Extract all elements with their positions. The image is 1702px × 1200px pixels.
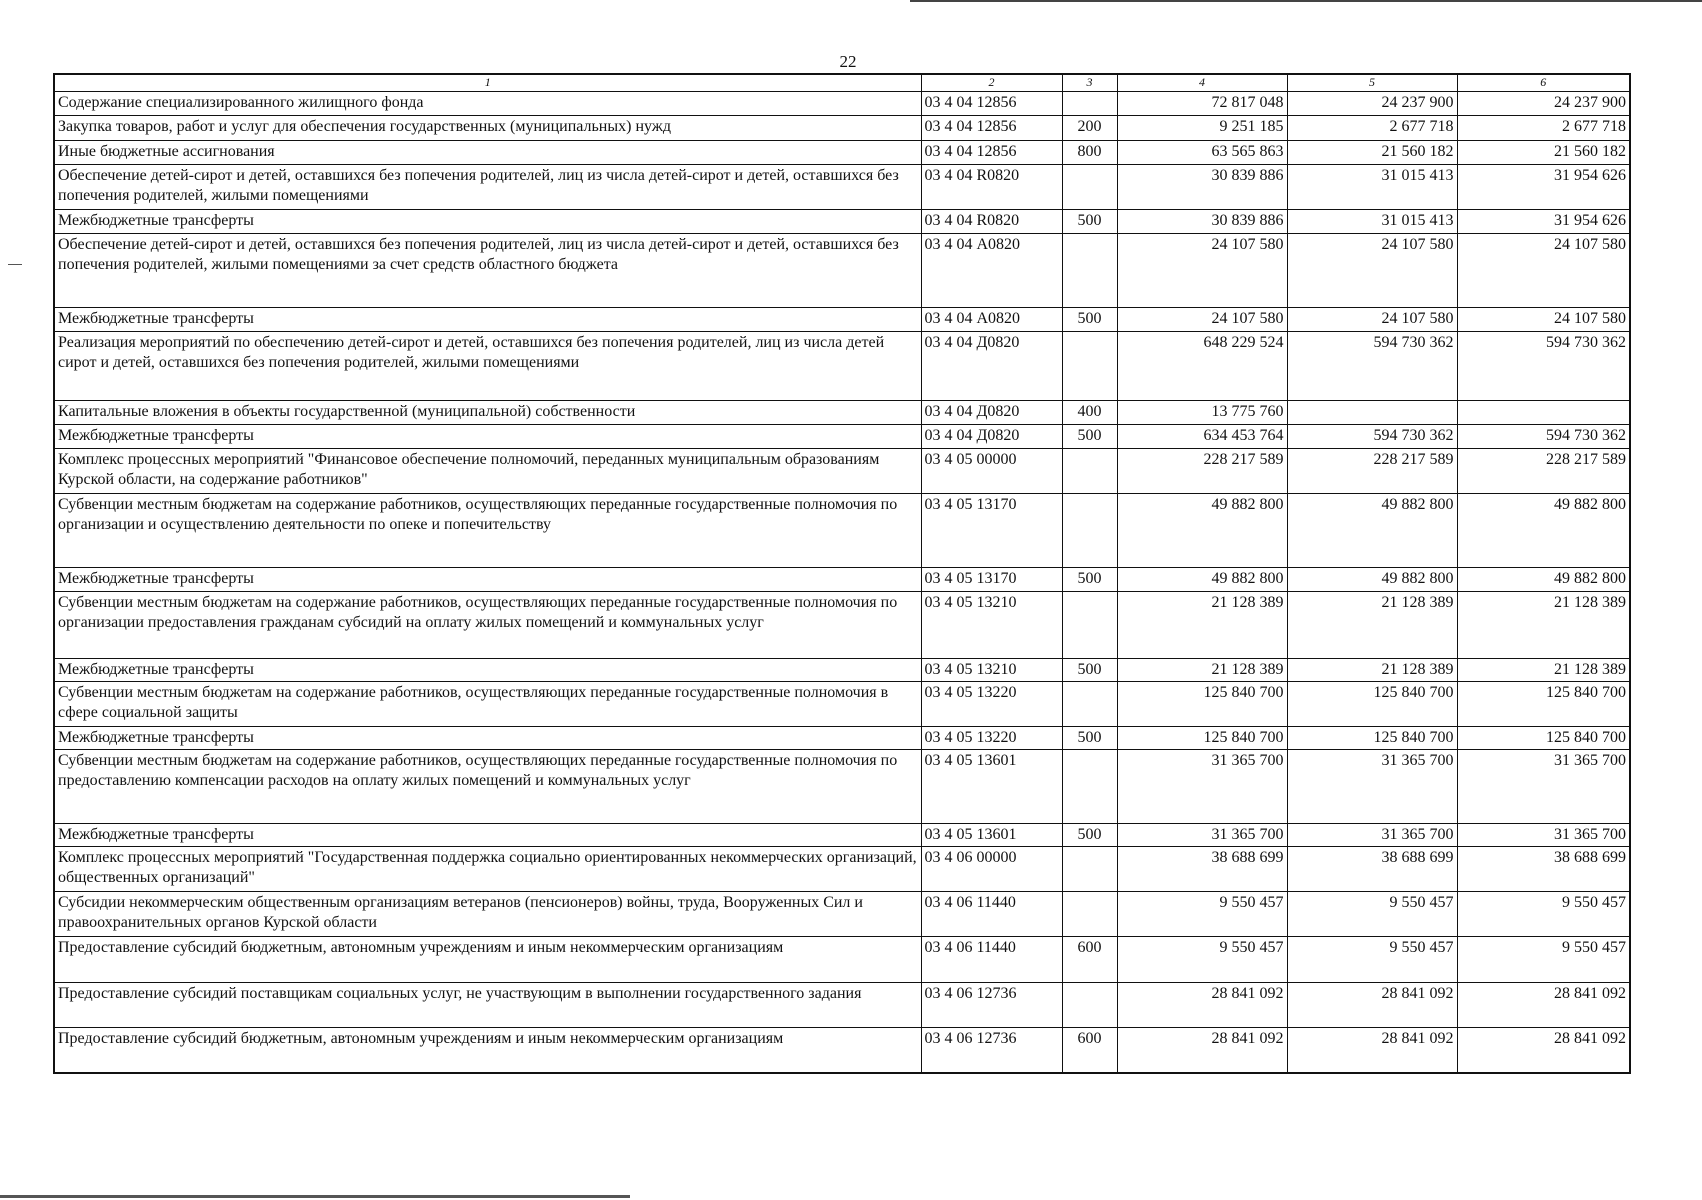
row-amount-year3: 24 237 900	[1457, 92, 1630, 116]
table-row	[54, 847, 1630, 892]
row-amount-year3: 31 365 700	[1457, 824, 1630, 847]
row-expense-type	[1062, 92, 1117, 116]
row-name: Субсидии некоммерческим общественным организациям ветеранов (пенсионеров) войны, труда, Вооруженных Сил и правоохранительных органов Курской области	[54, 892, 921, 937]
row-expense-type	[1062, 847, 1117, 892]
row-amount-year3	[1457, 401, 1630, 425]
row-code: 03 4 05 13220	[921, 727, 1062, 750]
row-amount-year2: 21 128 389	[1287, 659, 1457, 682]
row-amount-year3: 38 688 699	[1457, 847, 1630, 892]
row-code: 03 4 04 Д0820	[921, 425, 1062, 449]
row-amount-year1: 13 775 760	[1117, 401, 1287, 425]
row-amount-year1: 9 550 457	[1117, 937, 1287, 983]
row-name: Капитальные вложения в объекты государственной (муниципальной) собственности	[54, 401, 921, 425]
row-amount-year3: 49 882 800	[1457, 568, 1630, 592]
row-amount-year1: 49 882 800	[1117, 494, 1287, 568]
table-row	[54, 401, 1630, 425]
row-code: 03 4 04 R0820	[921, 165, 1062, 210]
row-name: Предоставление субсидий поставщикам социальных услуг, не участвующим в выполнении государственного задания	[54, 983, 921, 1028]
row-amount-year2: 49 882 800	[1287, 568, 1457, 592]
row-amount-year3: 31 954 626	[1457, 210, 1630, 234]
row-amount-year2: 21 128 389	[1287, 592, 1457, 659]
table-row	[54, 824, 1630, 847]
table-row	[54, 425, 1630, 449]
row-name: Межбюджетные трансферты	[54, 425, 921, 449]
row-expense-type	[1062, 750, 1117, 824]
row-amount-year2: 9 550 457	[1287, 892, 1457, 937]
row-amount-year1: 648 229 524	[1117, 332, 1287, 401]
row-amount-year3: 28 841 092	[1457, 983, 1630, 1028]
row-amount-year3: 9 550 457	[1457, 892, 1630, 937]
row-code: 03 4 05 13220	[921, 682, 1062, 727]
row-expense-type	[1062, 332, 1117, 401]
row-amount-year1: 228 217 589	[1117, 449, 1287, 494]
row-name: Субвенции местным бюджетам на содержание работников, осуществляющих переданные государственные полномочия по предоставлению компенсации расходов на оплату жилых помещений и коммунальных услуг	[54, 750, 921, 824]
row-code: 03 4 06 00000	[921, 847, 1062, 892]
row-name: Межбюджетные трансферты	[54, 727, 921, 750]
row-code: 03 4 06 11440	[921, 937, 1062, 983]
row-name: Субвенции местным бюджетам на содержание работников, осуществляющих переданные государственные полномочия в сфере социальной защиты	[54, 682, 921, 727]
row-expense-type	[1062, 592, 1117, 659]
row-code: 03 4 05 00000	[921, 449, 1062, 494]
row-name: Комплекс процессных мероприятий "Государственная поддержка социально ориентированных некоммерческих организаций, общественных организаций"	[54, 847, 921, 892]
table-row	[54, 116, 1630, 141]
budget-table	[53, 73, 1631, 1074]
row-expense-type	[1062, 983, 1117, 1028]
row-expense-type: 500	[1062, 425, 1117, 449]
row-amount-year3: 24 107 580	[1457, 308, 1630, 332]
row-amount-year2: 125 840 700	[1287, 682, 1457, 727]
row-name: Межбюджетные трансферты	[54, 659, 921, 682]
row-code: 03 4 06 12736	[921, 983, 1062, 1028]
row-expense-type: 500	[1062, 727, 1117, 750]
row-amount-year1: 9 251 185	[1117, 116, 1287, 141]
table-row	[54, 750, 1630, 824]
row-expense-type: 500	[1062, 824, 1117, 847]
row-amount-year1: 24 107 580	[1117, 234, 1287, 308]
row-expense-type	[1062, 234, 1117, 308]
row-amount-year2: 594 730 362	[1287, 332, 1457, 401]
row-name: Межбюджетные трансферты	[54, 568, 921, 592]
row-amount-year3: 28 841 092	[1457, 1028, 1630, 1073]
row-code: 03 4 05 13601	[921, 750, 1062, 824]
row-amount-year2: 21 560 182	[1287, 141, 1457, 165]
row-name: Межбюджетные трансферты	[54, 824, 921, 847]
row-amount-year2: 28 841 092	[1287, 983, 1457, 1028]
table-row	[54, 234, 1630, 308]
row-expense-type: 500	[1062, 308, 1117, 332]
row-expense-type	[1062, 892, 1117, 937]
row-name: Содержание специализированного жилищного фонда	[54, 92, 921, 116]
row-amount-year1: 24 107 580	[1117, 308, 1287, 332]
row-name: Межбюджетные трансферты	[54, 210, 921, 234]
row-expense-type	[1062, 165, 1117, 210]
table-row	[54, 494, 1630, 568]
row-name: Иные бюджетные ассигнования	[54, 141, 921, 165]
row-expense-type: 500	[1062, 659, 1117, 682]
row-expense-type: 600	[1062, 937, 1117, 983]
table-row	[54, 332, 1630, 401]
scan-edge-top	[910, 0, 1702, 2]
table-row	[54, 937, 1630, 983]
row-code: 03 4 06 11440	[921, 892, 1062, 937]
row-amount-year3: 24 107 580	[1457, 234, 1630, 308]
row-amount-year3: 21 128 389	[1457, 659, 1630, 682]
row-code: 03 4 04 А0820	[921, 308, 1062, 332]
row-amount-year2: 49 882 800	[1287, 494, 1457, 568]
row-amount-year1: 63 565 863	[1117, 141, 1287, 165]
table-row	[54, 165, 1630, 210]
row-amount-year2: 24 107 580	[1287, 308, 1457, 332]
row-name: Обеспечение детей-сирот и детей, оставшихся без попечения родителей, лиц из числа детей-сирот и детей, оставшихся без попечения родителей, жилыми помещениями за счет средств областного бюджета	[54, 234, 921, 308]
row-code: 03 4 04 Д0820	[921, 332, 1062, 401]
row-amount-year3: 228 217 589	[1457, 449, 1630, 494]
row-expense-type: 200	[1062, 116, 1117, 141]
row-amount-year1: 31 365 700	[1117, 824, 1287, 847]
table-row	[54, 568, 1630, 592]
table-row	[54, 210, 1630, 234]
row-amount-year2: 24 237 900	[1287, 92, 1457, 116]
row-amount-year3: 125 840 700	[1457, 727, 1630, 750]
row-code: 03 4 04 12856	[921, 92, 1062, 116]
row-amount-year2: 31 015 413	[1287, 210, 1457, 234]
table-row	[54, 682, 1630, 727]
row-code: 03 4 05 13601	[921, 824, 1062, 847]
table-row	[54, 659, 1630, 682]
row-amount-year2: 31 365 700	[1287, 750, 1457, 824]
row-amount-year3: 9 550 457	[1457, 937, 1630, 983]
row-name: Субвенции местным бюджетам на содержание работников, осуществляющих переданные государственные полномочия по организации и осуществлению деятельности по опеке и попечительству	[54, 494, 921, 568]
row-amount-year1: 30 839 886	[1117, 210, 1287, 234]
row-expense-type	[1062, 682, 1117, 727]
column-header-6: 6	[1457, 74, 1630, 92]
table-header-row	[54, 74, 1630, 92]
row-expense-type: 500	[1062, 568, 1117, 592]
table-row	[54, 1028, 1630, 1073]
row-code: 03 4 04 12856	[921, 116, 1062, 141]
row-amount-year3: 594 730 362	[1457, 332, 1630, 401]
row-amount-year3: 21 128 389	[1457, 592, 1630, 659]
row-expense-type: 500	[1062, 210, 1117, 234]
page-number: 22	[839, 52, 857, 71]
table-row	[54, 983, 1630, 1028]
row-code: 03 4 06 12736	[921, 1028, 1062, 1073]
row-amount-year2: 31 015 413	[1287, 165, 1457, 210]
row-name: Субвенции местным бюджетам на содержание работников, осуществляющих переданные государственные полномочия по организации предоставления гражданам субсидий на оплату жилых помещений и коммунальных услуг	[54, 592, 921, 659]
row-amount-year3: 21 560 182	[1457, 141, 1630, 165]
row-expense-type: 800	[1062, 141, 1117, 165]
row-amount-year3: 125 840 700	[1457, 682, 1630, 727]
scan-edge-bottom	[0, 1195, 630, 1198]
row-amount-year1: 125 840 700	[1117, 682, 1287, 727]
table-row	[54, 92, 1630, 116]
row-code: 03 4 04 Д0820	[921, 401, 1062, 425]
row-amount-year2: 9 550 457	[1287, 937, 1457, 983]
row-amount-year1: 28 841 092	[1117, 983, 1287, 1028]
row-amount-year2: 38 688 699	[1287, 847, 1457, 892]
row-name: Реализация мероприятий по обеспечению детей-сирот и детей, оставшихся без попечения родителей, лиц из числа детей сирот и детей, оставшихся без попечения родителей, жилыми помещениями	[54, 332, 921, 401]
row-code: 03 4 05 13210	[921, 659, 1062, 682]
row-amount-year1: 49 882 800	[1117, 568, 1287, 592]
table-row	[54, 141, 1630, 165]
row-amount-year2	[1287, 401, 1457, 425]
column-header-2: 2	[921, 74, 1062, 92]
row-amount-year1: 28 841 092	[1117, 1028, 1287, 1073]
column-header-3: 3	[1062, 74, 1117, 92]
row-amount-year1: 21 128 389	[1117, 659, 1287, 682]
row-amount-year1: 30 839 886	[1117, 165, 1287, 210]
row-amount-year2: 24 107 580	[1287, 234, 1457, 308]
row-code: 03 4 05 13210	[921, 592, 1062, 659]
table-row	[54, 892, 1630, 937]
row-name: Обеспечение детей-сирот и детей, оставшихся без попечения родителей, лиц из числа детей-сирот и детей, оставшихся без попечения родителей, жилыми помещениями	[54, 165, 921, 210]
row-expense-type: 400	[1062, 401, 1117, 425]
table-row	[54, 727, 1630, 750]
row-amount-year1: 634 453 764	[1117, 425, 1287, 449]
row-amount-year1: 125 840 700	[1117, 727, 1287, 750]
row-amount-year2: 125 840 700	[1287, 727, 1457, 750]
table-row	[54, 449, 1630, 494]
row-amount-year2: 28 841 092	[1287, 1028, 1457, 1073]
row-name: Предоставление субсидий бюджетным, автономным учреждениям и иным некоммерческим организациям	[54, 937, 921, 983]
row-code: 03 4 04 А0820	[921, 234, 1062, 308]
row-code: 03 4 05 13170	[921, 568, 1062, 592]
row-expense-type	[1062, 449, 1117, 494]
row-amount-year3: 594 730 362	[1457, 425, 1630, 449]
row-amount-year2: 594 730 362	[1287, 425, 1457, 449]
table-row	[54, 308, 1630, 332]
row-amount-year1: 72 817 048	[1117, 92, 1287, 116]
column-header-1: 1	[54, 74, 921, 92]
row-expense-type	[1062, 494, 1117, 568]
row-name: Комплекс процессных мероприятий "Финансовое обеспечение полномочий, переданных муниципальным образованиям Курской области, на содержание работников"	[54, 449, 921, 494]
row-name: Закупка товаров, работ и услуг для обеспечения государственных (муниципальных) нужд	[54, 116, 921, 141]
row-code: 03 4 04 12856	[921, 141, 1062, 165]
row-amount-year2: 2 677 718	[1287, 116, 1457, 141]
row-amount-year1: 21 128 389	[1117, 592, 1287, 659]
row-code: 03 4 04 R0820	[921, 210, 1062, 234]
row-expense-type: 600	[1062, 1028, 1117, 1073]
row-amount-year3: 2 677 718	[1457, 116, 1630, 141]
row-amount-year2: 228 217 589	[1287, 449, 1457, 494]
row-name: Предоставление субсидий бюджетным, автономным учреждениям и иным некоммерческим организациям	[54, 1028, 921, 1073]
margin-mark	[8, 264, 22, 265]
row-amount-year1: 9 550 457	[1117, 892, 1287, 937]
column-header-5: 5	[1287, 74, 1457, 92]
row-amount-year1: 38 688 699	[1117, 847, 1287, 892]
row-amount-year1: 31 365 700	[1117, 750, 1287, 824]
row-amount-year3: 31 954 626	[1457, 165, 1630, 210]
row-amount-year2: 31 365 700	[1287, 824, 1457, 847]
column-header-4: 4	[1117, 74, 1287, 92]
row-amount-year3: 31 365 700	[1457, 750, 1630, 824]
row-code: 03 4 05 13170	[921, 494, 1062, 568]
row-name: Межбюджетные трансферты	[54, 308, 921, 332]
row-amount-year3: 49 882 800	[1457, 494, 1630, 568]
table-row	[54, 592, 1630, 659]
